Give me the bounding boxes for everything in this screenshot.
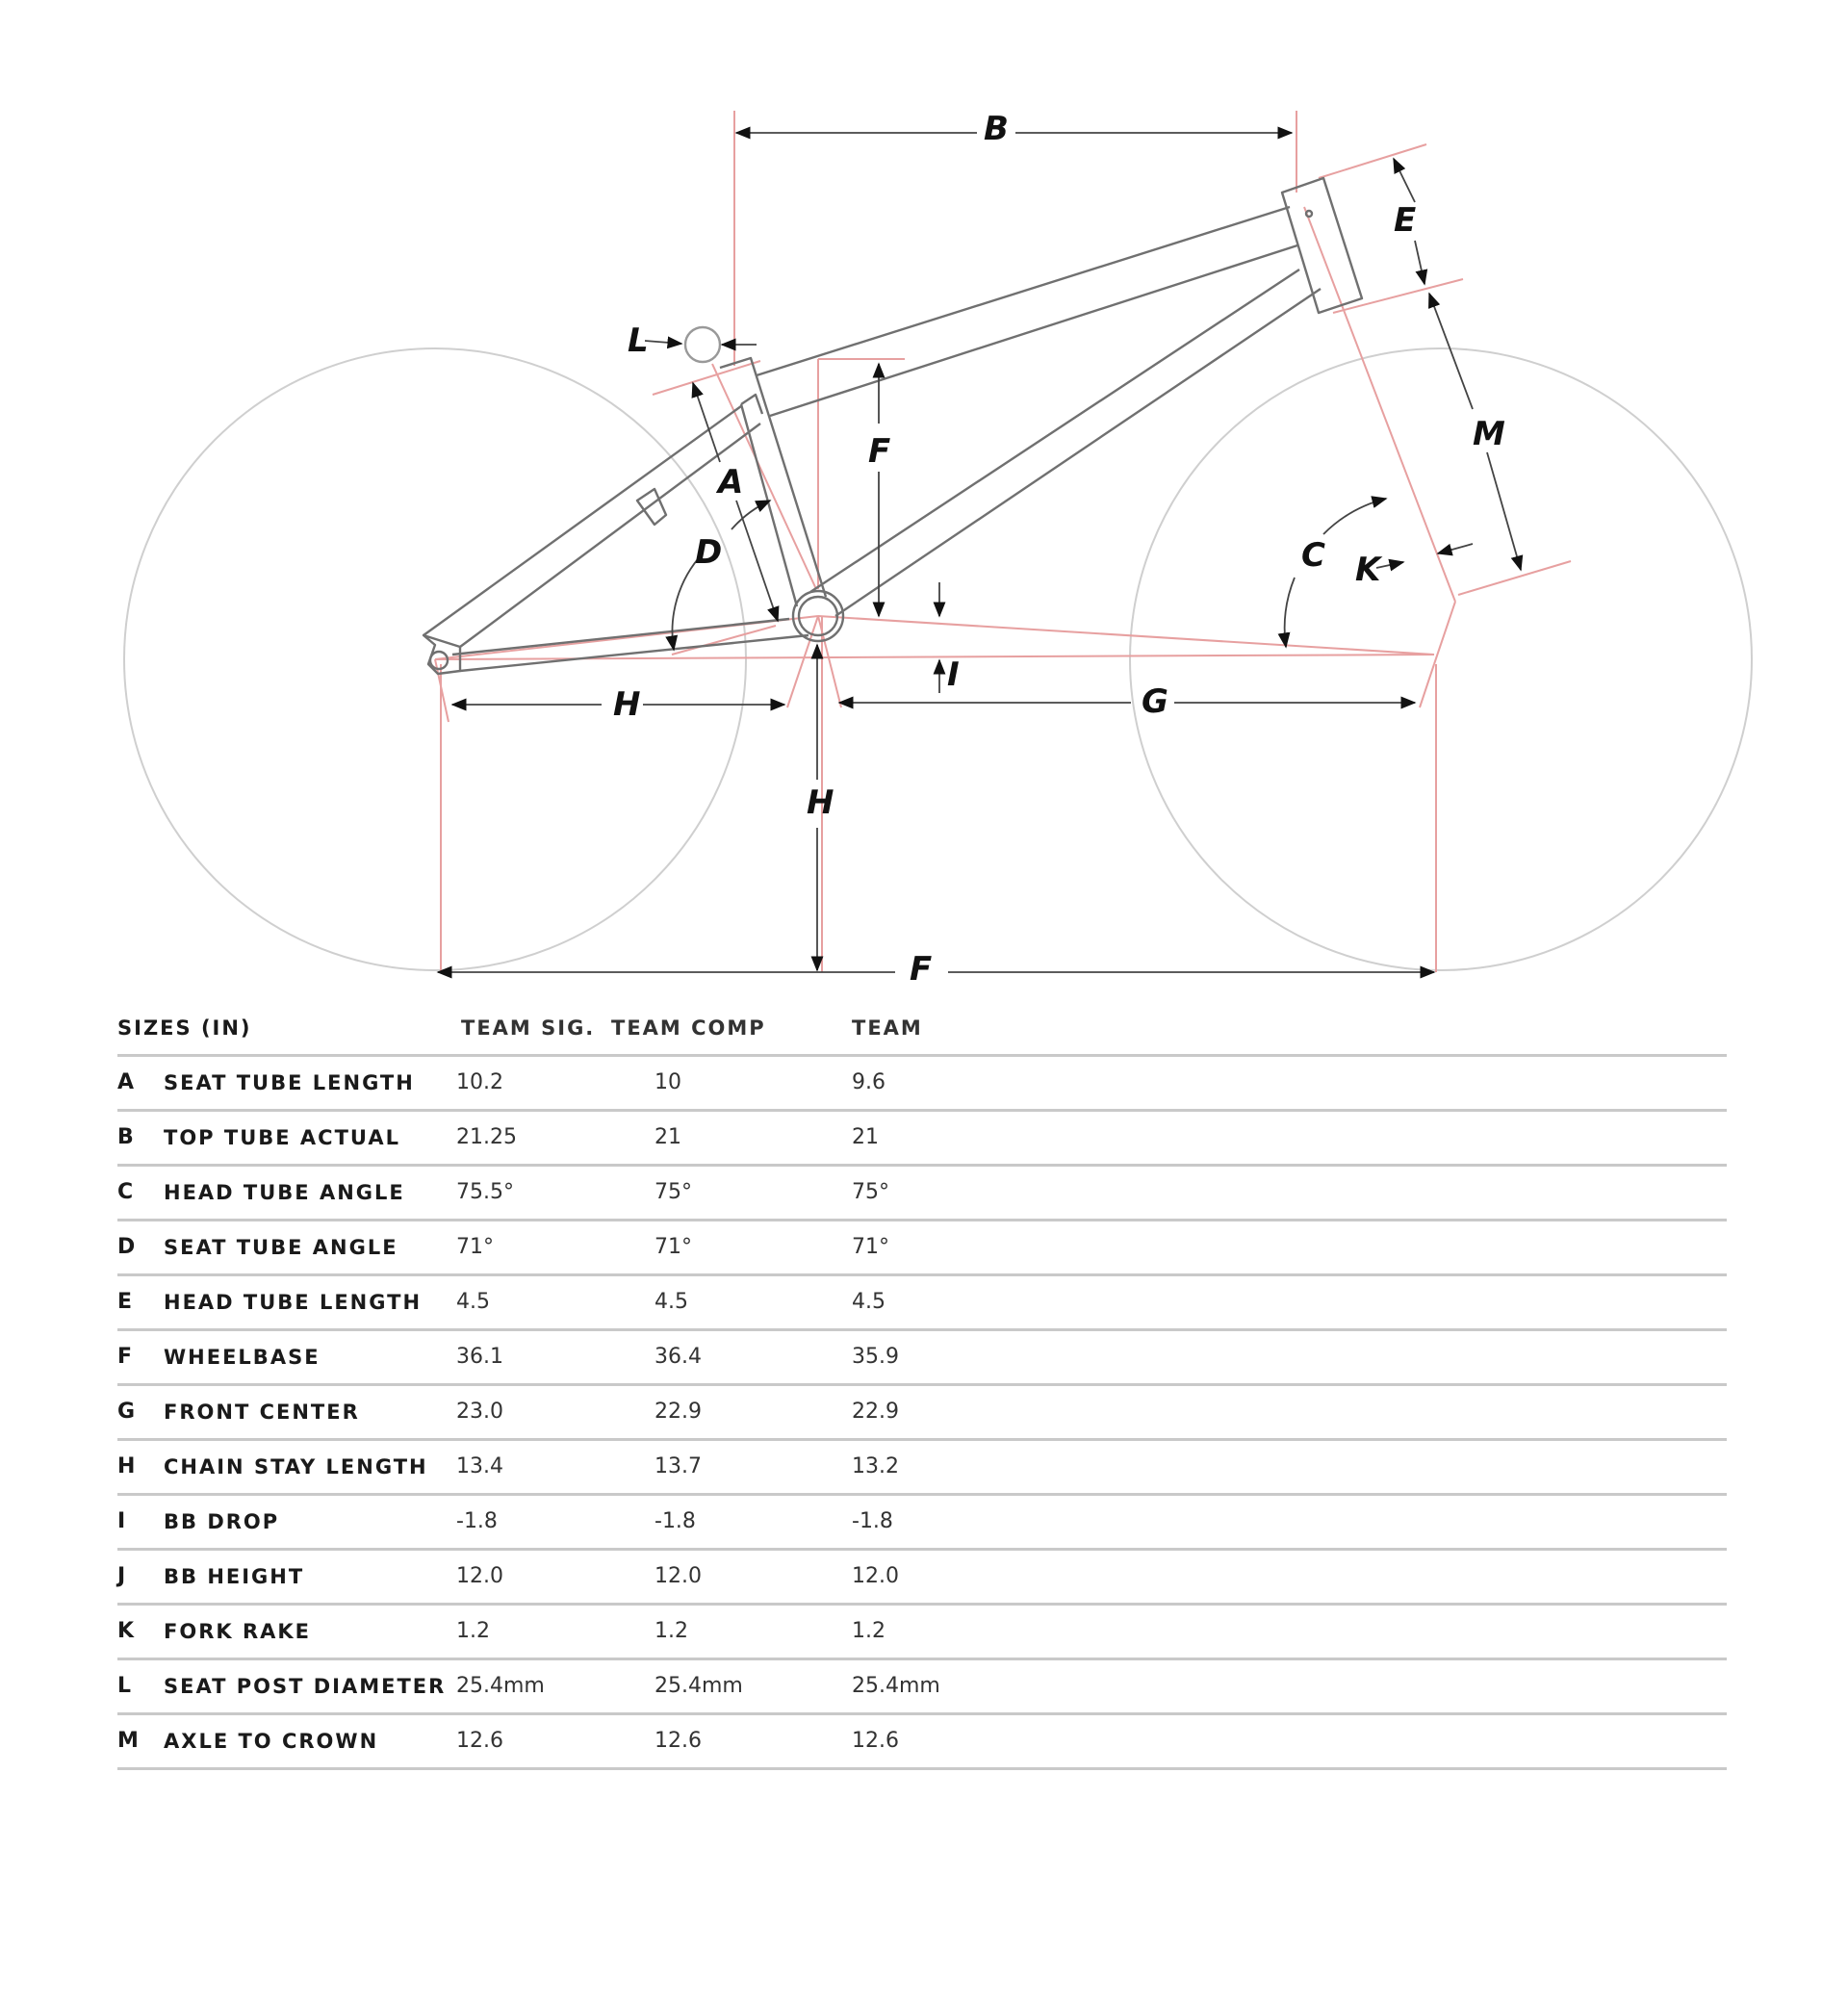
row-letter: F — [117, 1345, 134, 1369]
value-team: 13.2 — [852, 1454, 899, 1478]
value-team-comp: 13.7 — [654, 1454, 702, 1478]
value-team-sig: 4.5 — [456, 1290, 490, 1314]
value-team-comp: 75° — [654, 1180, 692, 1204]
table-row — [117, 1715, 1727, 1770]
row-letter: I — [117, 1509, 127, 1533]
table-row — [117, 1496, 1727, 1551]
value-team-comp: 1.2 — [654, 1619, 688, 1643]
label-f-wheelbase: F — [910, 950, 933, 989]
row-letter: G — [117, 1400, 137, 1424]
row-name: AXLE TO CROWN — [164, 1730, 379, 1753]
row-name: WHEELBASE — [164, 1346, 321, 1369]
value-team-sig: 75.5° — [456, 1180, 514, 1204]
label-h-chainstay: H — [613, 685, 641, 724]
value-team-sig: -1.8 — [456, 1509, 498, 1533]
value-team-comp: 71° — [654, 1235, 692, 1259]
reference-lines — [435, 111, 1571, 972]
value-team-comp: 10 — [654, 1070, 681, 1094]
row-name: BB HEIGHT — [164, 1565, 305, 1588]
value-team-sig: 13.4 — [456, 1454, 503, 1478]
label-b: B — [984, 110, 1009, 148]
row-name: TOP TUBE ACTUAL — [164, 1126, 400, 1149]
geometry-table — [117, 1006, 1727, 1770]
label-a: A — [718, 463, 744, 501]
label-e: E — [1394, 201, 1417, 240]
value-team: 4.5 — [852, 1290, 886, 1314]
label-l: L — [628, 321, 649, 360]
table-header-row — [117, 1006, 1727, 1057]
row-name: FRONT CENTER — [164, 1401, 360, 1424]
value-team-comp: 36.4 — [654, 1345, 702, 1369]
value-team-sig: 1.2 — [456, 1619, 490, 1643]
table-row — [117, 1660, 1727, 1715]
value-team-comp: 4.5 — [654, 1290, 688, 1314]
value-team-sig: 36.1 — [456, 1345, 503, 1369]
header-team: TEAM — [852, 1016, 923, 1040]
label-m: M — [1473, 415, 1505, 453]
bike-geometry-diagram — [0, 0, 1848, 1001]
row-letter: A — [117, 1070, 136, 1094]
row-letter: J — [117, 1564, 127, 1588]
value-team: 75° — [852, 1180, 889, 1204]
value-team-comp: 12.0 — [654, 1564, 702, 1588]
label-h-bbheight: H — [807, 784, 834, 822]
value-team-comp: 12.6 — [654, 1729, 702, 1753]
label-f-vertical: F — [868, 432, 891, 471]
value-team: 25.4mm — [852, 1674, 940, 1698]
row-name: SEAT POST DIAMETER — [164, 1675, 447, 1698]
row-letter: L — [117, 1674, 133, 1698]
row-name: CHAIN STAY LENGTH — [164, 1455, 428, 1478]
value-team: 12.0 — [852, 1564, 899, 1588]
row-letter: C — [117, 1180, 135, 1204]
row-name: FORK RAKE — [164, 1620, 311, 1643]
table-row — [117, 1386, 1727, 1441]
table-row — [117, 1057, 1727, 1112]
row-letter: H — [117, 1454, 137, 1478]
row-name: SEAT TUBE LENGTH — [164, 1071, 415, 1094]
value-team-comp: 25.4mm — [654, 1674, 743, 1698]
value-team-comp: 21 — [654, 1125, 681, 1149]
bike-frame — [424, 178, 1362, 674]
value-team-sig: 23.0 — [456, 1400, 503, 1424]
value-team: 12.6 — [852, 1729, 899, 1753]
header-team-sig: TEAM SIG. — [461, 1016, 596, 1040]
value-team-comp: 22.9 — [654, 1400, 702, 1424]
row-letter: D — [117, 1235, 137, 1259]
row-name: HEAD TUBE ANGLE — [164, 1181, 405, 1204]
table-row — [117, 1167, 1727, 1221]
front-wheel — [1130, 348, 1752, 970]
label-c: C — [1301, 536, 1325, 575]
table-row — [117, 1112, 1727, 1167]
row-name: BB DROP — [164, 1510, 280, 1533]
dimension-labels — [613, 110, 1505, 989]
table-row — [117, 1331, 1727, 1386]
value-team-sig: 71° — [456, 1235, 494, 1259]
value-team-sig: 12.6 — [456, 1729, 503, 1753]
value-team: -1.8 — [852, 1509, 893, 1533]
value-team-sig: 21.25 — [456, 1125, 517, 1149]
value-team-sig: 25.4mm — [456, 1674, 545, 1698]
label-i: I — [947, 655, 960, 694]
value-team: 21 — [852, 1125, 879, 1149]
value-team: 71° — [852, 1235, 889, 1259]
table-row — [117, 1441, 1727, 1496]
table-row — [117, 1221, 1727, 1276]
table-row — [117, 1606, 1727, 1660]
value-team: 1.2 — [852, 1619, 886, 1643]
table-row — [117, 1551, 1727, 1606]
table-row — [117, 1276, 1727, 1331]
value-team: 35.9 — [852, 1345, 899, 1369]
row-letter: M — [117, 1729, 140, 1753]
value-team: 22.9 — [852, 1400, 899, 1424]
label-g: G — [1142, 682, 1168, 721]
header-team-comp: TEAM COMP — [611, 1016, 766, 1040]
label-k: K — [1355, 551, 1381, 589]
row-letter: E — [117, 1290, 134, 1314]
value-team-sig: 12.0 — [456, 1564, 503, 1588]
label-d: D — [695, 533, 723, 572]
row-letter: B — [117, 1125, 135, 1149]
row-letter: K — [117, 1619, 136, 1643]
row-name: HEAD TUBE LENGTH — [164, 1291, 423, 1314]
value-team-sig: 10.2 — [456, 1070, 503, 1094]
row-name: SEAT TUBE ANGLE — [164, 1236, 398, 1259]
header-sizes: SIZES (IN) — [117, 1016, 252, 1040]
value-team-comp: -1.8 — [654, 1509, 696, 1533]
value-team: 9.6 — [852, 1070, 886, 1094]
